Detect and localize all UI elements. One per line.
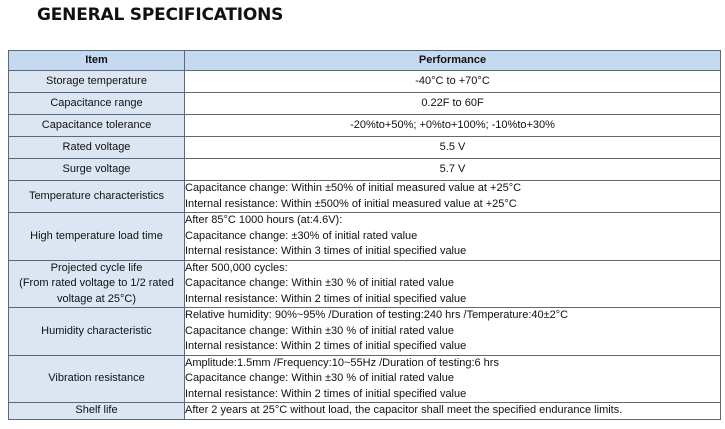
performance-text: -40°C to +70°C (415, 74, 490, 87)
item-cell (9, 93, 185, 115)
item-cell (9, 308, 185, 356)
table-row (9, 181, 721, 213)
item-text: (From rated voltage to 1/2 rated (19, 277, 174, 289)
item-text: Temperature characteristics (28, 189, 165, 202)
item-text: Capacitance tolerance (41, 118, 152, 131)
item-cell (9, 213, 185, 261)
item-cell (9, 355, 185, 403)
item-cell (9, 71, 185, 93)
performance-text: After 85°C 1000 hours (at:4.6V): (185, 214, 343, 226)
performance-text: Internal resistance: Within 2 times of initial specified value (185, 292, 467, 305)
item-cell (9, 137, 185, 159)
item-text: Rated voltage (62, 140, 131, 153)
performance-cell (185, 71, 721, 93)
item-text: Shelf life (75, 404, 118, 416)
performance-text: After 500,000 cycles: (185, 261, 288, 274)
performance-text: Amplitude:1.5mm /Frequency:10~55Hz /Duration of testing:6 hrs (185, 356, 499, 369)
table-header-row (9, 51, 721, 71)
item-text: Storage temperature (46, 74, 147, 87)
item-cell (9, 181, 185, 213)
performance-text: Capacitance change: Within ±50% of initial measured value at +25°C (185, 182, 522, 194)
performance-cell (185, 181, 721, 213)
item-cell (9, 403, 185, 420)
performance-text: Capacitance change: Within ±30 % of initial rated value (185, 372, 454, 384)
item-text: Projected cycle life (50, 261, 143, 274)
item-text: Vibration resistance (48, 372, 145, 384)
table-row (9, 213, 721, 261)
table-row (9, 403, 721, 420)
item-text: Capacitance range (50, 96, 143, 109)
performance-text: Capacitance change: ±30% of initial rated value (185, 229, 418, 242)
performance-cell (185, 308, 721, 356)
performance-cell (185, 93, 721, 115)
table-row (9, 308, 721, 356)
item-text: High temperature load time (30, 229, 163, 242)
spec-table (8, 50, 721, 420)
performance-cell (185, 159, 721, 181)
performance-text: Internal resistance: Within 2 times of initial specified value (185, 387, 467, 400)
performance-text: Capacitance change: Within ±30 % of initial rated value (185, 277, 454, 289)
table-row (9, 355, 721, 403)
performance-cell (185, 260, 721, 308)
performance-cell (185, 355, 721, 403)
table-row (9, 93, 721, 115)
table-row (9, 159, 721, 181)
item-cell (9, 115, 185, 137)
performance-cell (185, 213, 721, 261)
table-row (9, 71, 721, 93)
performance-cell (185, 115, 721, 137)
performance-text: -20%to+50%; +0%to+100%; -10%to+30% (350, 118, 555, 131)
table-row (9, 115, 721, 137)
item-cell (9, 260, 185, 308)
item-text: voltage at 25°C) (57, 292, 136, 305)
table-row (9, 137, 721, 159)
performance-text: 5.7 V (439, 162, 466, 175)
item-cell (9, 159, 185, 181)
item-text: Surge voltage (62, 162, 131, 175)
table-row (9, 260, 721, 308)
performance-text: 0.22F to 60F (421, 96, 484, 109)
performance-text: Internal resistance: Within 3 times of initial specified value (185, 245, 467, 257)
page-title: GENERAL SPECIFICATIONS (37, 5, 284, 25)
performance-text: After 2 years at 25°C without load, the capacitor shall meet the specified endurance limits. (185, 404, 623, 416)
performance-cell (185, 403, 721, 420)
performance-text: Relative humidity: 90%~95% /Duration of testing:240 hrs /Temperature:40±2°C (185, 309, 569, 321)
performance-text: 5.5 V (439, 140, 466, 153)
performance-column-header: Performance (185, 51, 721, 71)
item-column-header: Item (9, 51, 185, 71)
performance-text: Internal resistance: Within ±500% of initial measured value at +25°C (185, 197, 517, 210)
performance-cell (185, 137, 721, 159)
performance-text: Capacitance change: Within ±30 % of initial rated value (185, 324, 454, 337)
performance-text: Internal resistance: Within 2 times of initial specified value (185, 340, 467, 352)
item-text: Humidity characteristic (41, 324, 152, 337)
